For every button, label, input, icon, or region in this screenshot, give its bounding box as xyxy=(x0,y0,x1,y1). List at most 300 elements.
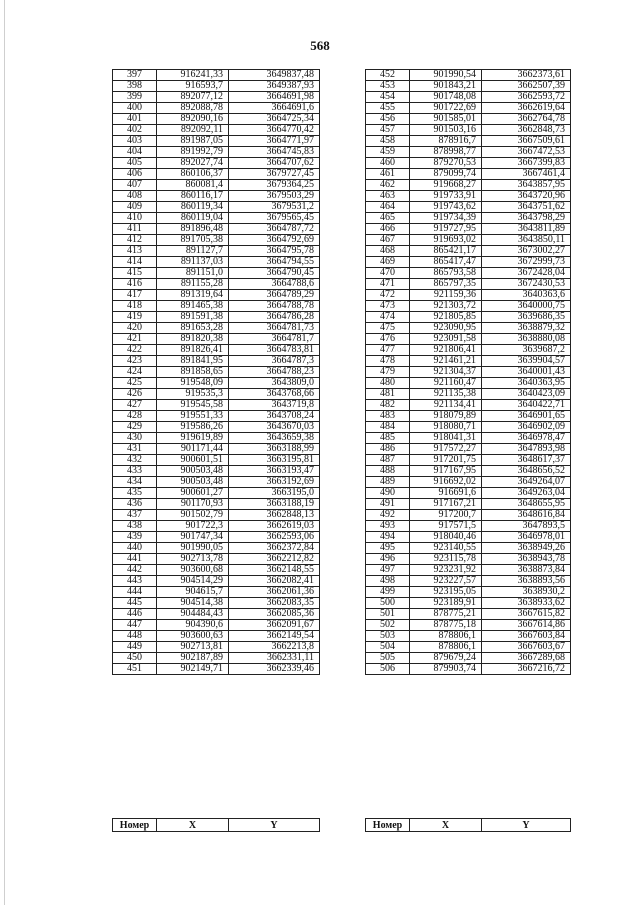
point-number: 489 xyxy=(366,477,410,488)
point-number: 446 xyxy=(113,609,157,620)
x-coordinate: 923091,58 xyxy=(410,334,482,345)
point-number: 427 xyxy=(113,400,157,411)
point-number: 494 xyxy=(366,532,410,543)
point-number: 467 xyxy=(366,235,410,246)
y-coordinate: 3662148,55 xyxy=(229,565,320,576)
y-coordinate: 3643850,11 xyxy=(482,235,571,246)
point-number: 411 xyxy=(113,224,157,235)
y-coordinate: 3648617,37 xyxy=(482,455,571,466)
table-row xyxy=(366,158,571,169)
point-number: 472 xyxy=(366,290,410,301)
x-coordinate: 919693,02 xyxy=(410,235,482,246)
point-number: 491 xyxy=(366,499,410,510)
page-number: 568 xyxy=(310,38,330,53)
point-number: 421 xyxy=(113,334,157,345)
point-number: 445 xyxy=(113,598,157,609)
y-coordinate: 3649263,04 xyxy=(482,488,571,499)
point-number: 459 xyxy=(366,147,410,158)
y-coordinate: 3648616,84 xyxy=(482,510,571,521)
table-row xyxy=(366,323,571,334)
y-coordinate: 3662848,73 xyxy=(482,125,571,136)
y-coordinate: 3662061,36 xyxy=(229,587,320,598)
x-coordinate: 900601,51 xyxy=(157,455,229,466)
table-row xyxy=(113,235,320,246)
point-number: 416 xyxy=(113,279,157,290)
y-coordinate: 3639687,2 xyxy=(482,345,571,356)
point-number: 447 xyxy=(113,620,157,631)
x-coordinate: 879099,74 xyxy=(410,169,482,180)
table-row xyxy=(366,257,571,268)
point-number: 441 xyxy=(113,554,157,565)
y-coordinate: 3640363,95 xyxy=(482,378,571,389)
table-row xyxy=(366,224,571,235)
x-coordinate: 901990,05 xyxy=(157,543,229,554)
table-row xyxy=(113,169,320,180)
point-number: 496 xyxy=(366,554,410,565)
point-number: 428 xyxy=(113,411,157,422)
y-coordinate: 3649387,93 xyxy=(229,81,320,92)
x-coordinate: 923140,55 xyxy=(410,543,482,554)
point-number: 419 xyxy=(113,312,157,323)
point-number: 486 xyxy=(366,444,410,455)
x-coordinate: 904484,43 xyxy=(157,609,229,620)
x-coordinate: 916691,6 xyxy=(410,488,482,499)
y-coordinate: 3649264,07 xyxy=(482,477,571,488)
table-row xyxy=(366,213,571,224)
footer-col-number: Номер xyxy=(366,819,410,832)
table-row xyxy=(366,565,571,576)
y-coordinate: 3648655,95 xyxy=(482,499,571,510)
x-coordinate: 916692,02 xyxy=(410,477,482,488)
y-coordinate: 3640000,75 xyxy=(482,301,571,312)
x-coordinate: 902713,78 xyxy=(157,554,229,565)
table-row xyxy=(113,488,320,499)
x-coordinate: 921134,41 xyxy=(410,400,482,411)
x-coordinate: 921461,21 xyxy=(410,356,482,367)
y-coordinate: 3662331,11 xyxy=(229,653,320,664)
table-row xyxy=(113,477,320,488)
point-number: 406 xyxy=(113,169,157,180)
table-row xyxy=(366,532,571,543)
x-coordinate: 901722,3 xyxy=(157,521,229,532)
point-number: 498 xyxy=(366,576,410,587)
point-number: 420 xyxy=(113,323,157,334)
point-number: 497 xyxy=(366,565,410,576)
table-row xyxy=(113,620,320,631)
point-number: 462 xyxy=(366,180,410,191)
table-row xyxy=(113,290,320,301)
x-coordinate: 919668,27 xyxy=(410,180,482,191)
y-coordinate: 3638933,62 xyxy=(482,598,571,609)
point-number: 437 xyxy=(113,510,157,521)
table-row xyxy=(113,389,320,400)
table-row xyxy=(113,455,320,466)
table-row xyxy=(113,202,320,213)
y-coordinate: 3679503,29 xyxy=(229,191,320,202)
table-row xyxy=(113,587,320,598)
x-coordinate: 918040,46 xyxy=(410,532,482,543)
table-row xyxy=(113,257,320,268)
point-number: 401 xyxy=(113,114,157,125)
table-row xyxy=(366,620,571,631)
y-coordinate: 3664795,78 xyxy=(229,246,320,257)
coordinates-table-right-body xyxy=(366,70,571,675)
table-row xyxy=(113,345,320,356)
x-coordinate: 865417,47 xyxy=(410,257,482,268)
y-coordinate: 3646978,01 xyxy=(482,532,571,543)
x-coordinate: 921806,41 xyxy=(410,345,482,356)
table-row xyxy=(113,532,320,543)
table-row xyxy=(113,554,320,565)
x-coordinate: 865797,35 xyxy=(410,279,482,290)
y-coordinate: 3664787,72 xyxy=(229,224,320,235)
page-edge-line xyxy=(4,0,5,905)
point-number: 484 xyxy=(366,422,410,433)
point-number: 457 xyxy=(366,125,410,136)
x-coordinate: 919619,89 xyxy=(157,433,229,444)
point-number: 397 xyxy=(113,70,157,81)
y-coordinate: 3643809,0 xyxy=(229,378,320,389)
y-coordinate: 3663195,0 xyxy=(229,488,320,499)
x-coordinate: 878806,1 xyxy=(410,631,482,642)
y-coordinate: 3662373,61 xyxy=(482,70,571,81)
table-row xyxy=(113,334,320,345)
table-row xyxy=(366,466,571,477)
y-coordinate: 3663188,99 xyxy=(229,444,320,455)
footer-header-left xyxy=(112,818,320,832)
table-row xyxy=(366,312,571,323)
x-coordinate: 891820,38 xyxy=(157,334,229,345)
x-coordinate: 892092,11 xyxy=(157,125,229,136)
y-coordinate: 3662339,46 xyxy=(229,664,320,675)
table-row xyxy=(113,70,320,81)
point-number: 495 xyxy=(366,543,410,554)
table-row xyxy=(113,268,320,279)
point-number: 448 xyxy=(113,631,157,642)
table-row xyxy=(366,334,571,345)
point-number: 431 xyxy=(113,444,157,455)
point-number: 443 xyxy=(113,576,157,587)
point-number: 465 xyxy=(366,213,410,224)
y-coordinate: 3664787,3 xyxy=(229,356,320,367)
point-number: 499 xyxy=(366,587,410,598)
table-row xyxy=(366,422,571,433)
x-coordinate: 879270,53 xyxy=(410,158,482,169)
x-coordinate: 921160,47 xyxy=(410,378,482,389)
y-coordinate: 3664788,23 xyxy=(229,367,320,378)
point-number: 471 xyxy=(366,279,410,290)
table-row xyxy=(366,92,571,103)
x-coordinate: 891826,41 xyxy=(157,345,229,356)
x-coordinate: 879903,74 xyxy=(410,664,482,675)
x-coordinate: 902149,71 xyxy=(157,664,229,675)
table-row xyxy=(366,81,571,92)
table-row xyxy=(113,499,320,510)
y-coordinate: 3648656,52 xyxy=(482,466,571,477)
table-row xyxy=(366,653,571,664)
y-coordinate: 3662593,72 xyxy=(482,92,571,103)
table-row xyxy=(366,609,571,620)
y-coordinate: 3679565,45 xyxy=(229,213,320,224)
y-coordinate: 3640363,6 xyxy=(482,290,571,301)
y-coordinate: 3667472,53 xyxy=(482,147,571,158)
y-coordinate: 3664771,97 xyxy=(229,136,320,147)
table-row xyxy=(366,125,571,136)
x-coordinate: 921304,37 xyxy=(410,367,482,378)
x-coordinate: 860106,37 xyxy=(157,169,229,180)
y-coordinate: 3643857,95 xyxy=(482,180,571,191)
point-number: 402 xyxy=(113,125,157,136)
point-number: 442 xyxy=(113,565,157,576)
y-coordinate: 3667614,86 xyxy=(482,620,571,631)
y-coordinate: 3664707,62 xyxy=(229,158,320,169)
x-coordinate: 901502,79 xyxy=(157,510,229,521)
table-row xyxy=(366,136,571,147)
point-number: 436 xyxy=(113,499,157,510)
table-row xyxy=(113,224,320,235)
table-row xyxy=(366,521,571,532)
point-number: 414 xyxy=(113,257,157,268)
x-coordinate: 917167,95 xyxy=(410,466,482,477)
x-coordinate: 904514,38 xyxy=(157,598,229,609)
point-number: 501 xyxy=(366,609,410,620)
point-number: 505 xyxy=(366,653,410,664)
coordinates-table-left xyxy=(112,69,320,675)
table-row xyxy=(366,235,571,246)
point-number: 474 xyxy=(366,312,410,323)
point-number: 477 xyxy=(366,345,410,356)
y-coordinate: 3664745,83 xyxy=(229,147,320,158)
x-coordinate: 891465,38 xyxy=(157,301,229,312)
x-coordinate: 891858,65 xyxy=(157,367,229,378)
y-coordinate: 3643798,29 xyxy=(482,213,571,224)
x-coordinate: 891127,7 xyxy=(157,246,229,257)
table-row xyxy=(113,213,320,224)
x-coordinate: 878916,7 xyxy=(410,136,482,147)
y-coordinate: 3662764,78 xyxy=(482,114,571,125)
point-number: 492 xyxy=(366,510,410,521)
table-row xyxy=(113,81,320,92)
y-coordinate: 3638893,56 xyxy=(482,576,571,587)
x-coordinate: 860081,4 xyxy=(157,180,229,191)
x-coordinate: 900503,48 xyxy=(157,466,229,477)
y-coordinate: 3663188,19 xyxy=(229,499,320,510)
point-number: 468 xyxy=(366,246,410,257)
point-number: 400 xyxy=(113,103,157,114)
table-row xyxy=(113,444,320,455)
table-row xyxy=(113,158,320,169)
point-number: 404 xyxy=(113,147,157,158)
table-row xyxy=(366,642,571,653)
table-row xyxy=(366,345,571,356)
y-coordinate: 3664794,55 xyxy=(229,257,320,268)
x-coordinate: 901171,44 xyxy=(157,444,229,455)
table-row xyxy=(113,103,320,114)
x-coordinate: 904390,6 xyxy=(157,620,229,631)
point-number: 444 xyxy=(113,587,157,598)
table-row xyxy=(366,587,571,598)
y-coordinate: 3639904,57 xyxy=(482,356,571,367)
y-coordinate: 3664788,6 xyxy=(229,279,320,290)
x-coordinate: 918079,89 xyxy=(410,411,482,422)
point-number: 504 xyxy=(366,642,410,653)
y-coordinate: 3667603,84 xyxy=(482,631,571,642)
x-coordinate: 918041,31 xyxy=(410,433,482,444)
point-number: 503 xyxy=(366,631,410,642)
x-coordinate: 923231,92 xyxy=(410,565,482,576)
x-coordinate: 917201,75 xyxy=(410,455,482,466)
x-coordinate: 891591,38 xyxy=(157,312,229,323)
y-coordinate: 3662085,36 xyxy=(229,609,320,620)
table-row xyxy=(366,477,571,488)
y-coordinate: 3662082,41 xyxy=(229,576,320,587)
y-coordinate: 3664790,45 xyxy=(229,268,320,279)
table-row xyxy=(113,609,320,620)
table-row xyxy=(366,169,571,180)
point-number: 425 xyxy=(113,378,157,389)
y-coordinate: 3664691,6 xyxy=(229,103,320,114)
table-row xyxy=(366,147,571,158)
y-coordinate: 3663193,47 xyxy=(229,466,320,477)
x-coordinate: 921135,38 xyxy=(410,389,482,400)
y-coordinate: 3662091,67 xyxy=(229,620,320,631)
point-number: 451 xyxy=(113,664,157,675)
point-number: 466 xyxy=(366,224,410,235)
point-number: 469 xyxy=(366,257,410,268)
x-coordinate: 900601,27 xyxy=(157,488,229,499)
table-row xyxy=(113,356,320,367)
point-number: 455 xyxy=(366,103,410,114)
table-row xyxy=(113,466,320,477)
x-coordinate: 901748,08 xyxy=(410,92,482,103)
footer-header-right xyxy=(365,818,571,832)
table-row xyxy=(113,400,320,411)
x-coordinate: 860119,34 xyxy=(157,202,229,213)
x-coordinate: 919734,39 xyxy=(410,213,482,224)
table-row xyxy=(366,246,571,257)
x-coordinate: 919733,91 xyxy=(410,191,482,202)
x-coordinate: 865421,17 xyxy=(410,246,482,257)
point-number: 415 xyxy=(113,268,157,279)
x-coordinate: 901990,54 xyxy=(410,70,482,81)
y-coordinate: 3640422,71 xyxy=(482,400,571,411)
x-coordinate: 901585,01 xyxy=(410,114,482,125)
y-coordinate: 3662083,35 xyxy=(229,598,320,609)
point-number: 424 xyxy=(113,367,157,378)
table-row xyxy=(113,147,320,158)
point-number: 502 xyxy=(366,620,410,631)
y-coordinate: 3664781,7 xyxy=(229,334,320,345)
point-number: 399 xyxy=(113,92,157,103)
point-number: 490 xyxy=(366,488,410,499)
y-coordinate: 3662619,03 xyxy=(229,521,320,532)
x-coordinate: 891137,03 xyxy=(157,257,229,268)
y-coordinate: 3672428,04 xyxy=(482,268,571,279)
point-number: 410 xyxy=(113,213,157,224)
table-row xyxy=(366,400,571,411)
table-row xyxy=(366,378,571,389)
point-number: 405 xyxy=(113,158,157,169)
y-coordinate: 3667461,4 xyxy=(482,169,571,180)
table-row xyxy=(113,653,320,664)
table-row xyxy=(113,521,320,532)
y-coordinate: 3643751,62 xyxy=(482,202,571,213)
table-row xyxy=(366,433,571,444)
y-coordinate: 3667509,61 xyxy=(482,136,571,147)
table-row xyxy=(366,444,571,455)
table-row xyxy=(366,631,571,642)
x-coordinate: 901747,34 xyxy=(157,532,229,543)
table-row xyxy=(366,543,571,554)
point-number: 493 xyxy=(366,521,410,532)
point-number: 476 xyxy=(366,334,410,345)
y-coordinate: 3664691,98 xyxy=(229,92,320,103)
y-coordinate: 3662372,84 xyxy=(229,543,320,554)
point-number: 430 xyxy=(113,433,157,444)
footer-col-y: Y xyxy=(482,819,571,832)
footer-col-y: Y xyxy=(229,819,320,832)
x-coordinate: 865793,58 xyxy=(410,268,482,279)
point-number: 409 xyxy=(113,202,157,213)
table-row xyxy=(366,488,571,499)
x-coordinate: 917572,27 xyxy=(410,444,482,455)
table-row xyxy=(113,565,320,576)
point-number: 423 xyxy=(113,356,157,367)
table-row xyxy=(113,367,320,378)
table-row xyxy=(366,279,571,290)
coordinates-table-left-body xyxy=(113,70,320,675)
x-coordinate: 919586,26 xyxy=(157,422,229,433)
y-coordinate: 3663195,81 xyxy=(229,455,320,466)
y-coordinate: 3662212,82 xyxy=(229,554,320,565)
point-number: 418 xyxy=(113,301,157,312)
table-row xyxy=(113,92,320,103)
table-row xyxy=(366,301,571,312)
x-coordinate: 892088,78 xyxy=(157,103,229,114)
x-coordinate: 919727,95 xyxy=(410,224,482,235)
point-number: 438 xyxy=(113,521,157,532)
y-coordinate: 3646902,09 xyxy=(482,422,571,433)
x-coordinate: 902187,89 xyxy=(157,653,229,664)
x-coordinate: 891705,38 xyxy=(157,235,229,246)
x-coordinate: 923115,78 xyxy=(410,554,482,565)
y-coordinate: 3638873,84 xyxy=(482,565,571,576)
y-coordinate: 3667289,68 xyxy=(482,653,571,664)
point-number: 413 xyxy=(113,246,157,257)
y-coordinate: 3638943,78 xyxy=(482,554,571,565)
table-row xyxy=(366,268,571,279)
x-coordinate: 878775,21 xyxy=(410,609,482,620)
x-coordinate: 918080,71 xyxy=(410,422,482,433)
table-row xyxy=(113,279,320,290)
point-number: 485 xyxy=(366,433,410,444)
x-coordinate: 878806,1 xyxy=(410,642,482,653)
y-coordinate: 3662593,06 xyxy=(229,532,320,543)
x-coordinate: 891992,79 xyxy=(157,147,229,158)
y-coordinate: 3647893,98 xyxy=(482,444,571,455)
point-number: 429 xyxy=(113,422,157,433)
table-row xyxy=(366,367,571,378)
y-coordinate: 3672430,53 xyxy=(482,279,571,290)
x-coordinate: 923090,95 xyxy=(410,323,482,334)
x-coordinate: 917200,7 xyxy=(410,510,482,521)
table-row xyxy=(113,323,320,334)
y-coordinate: 3679727,45 xyxy=(229,169,320,180)
y-coordinate: 3638880,08 xyxy=(482,334,571,345)
table-row xyxy=(366,510,571,521)
x-coordinate: 923189,91 xyxy=(410,598,482,609)
point-number: 440 xyxy=(113,543,157,554)
